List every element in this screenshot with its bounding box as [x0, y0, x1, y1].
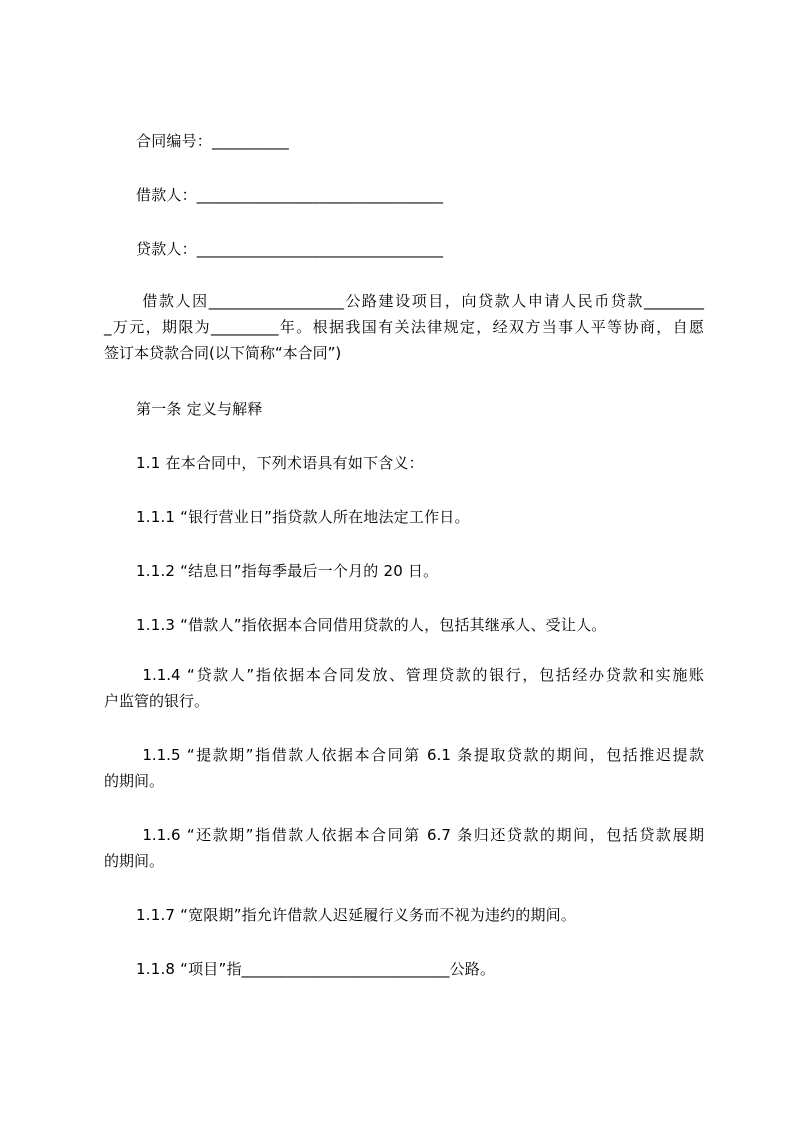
intro-paragraph	[104, 288, 704, 366]
borrower-line: 借款人：________________________________	[136, 186, 444, 204]
clause-1-1-6-line-1: 1.1.6 “还款期”指借款人依据本合同第 6.7 条归还贷款的期间，包括贷款展期	[136, 826, 704, 844]
clause-1-1-4-line-2: 户监管的银行。	[104, 692, 210, 710]
clause-1-1-4-line-1: 1.1.4 “贷款人”指依据本合同发放、管理贷款的银行，包括经办贷款和实施账	[136, 666, 704, 684]
article-title: 第一条 定义与解释	[136, 400, 263, 418]
intro-line-2: _万元，期限为_________年。根据我国有关法律规定，经双方当事人平等协商，自愿	[104, 318, 704, 336]
clause-1-1-5	[104, 742, 704, 794]
clause-1-1-6	[104, 822, 704, 874]
clause-1-1-5-line-1: 1.1.5 “提款期”指借款人依据本合同第 6.1 条提取贷款的期间，包括推迟提款	[136, 746, 704, 764]
intro-line-1: 借款人因__________________公路建设项目，向贷款人申请人民币贷款________	[136, 292, 704, 310]
clause-1-1-4	[104, 662, 704, 714]
clause-1-1-2: 1.1.2 “结息日”指每季最后一个月的 20 日。	[136, 562, 439, 580]
lender-line: 贷款人：________________________________	[136, 240, 444, 258]
clause-1-1-5-line-2: 的期间。	[104, 772, 165, 790]
clause-1-1-6-line-2: 的期间。	[104, 852, 165, 870]
clause-1-1-7: 1.1.7 “宽限期”指允许借款人迟延履行义务而不视为违约的期间。	[136, 906, 577, 924]
clause-1-1-1: 1.1.1 “银行营业日”指贷款人所在地法定工作日。	[136, 508, 470, 526]
clause-1-1-8: 1.1.8 “项目”指___________________________公路。	[136, 960, 496, 978]
clause-1-1-3: 1.1.3 “借款人”指依据本合同借用贷款的人，包括其继承人、受让人。	[136, 616, 607, 634]
clause-1-1: 1.1 在本合同中，下列术语具有如下含义：	[136, 454, 424, 472]
intro-line-3: 签订本贷款合同(以下简称“本合同”)	[104, 344, 342, 362]
contract-number-line: 合同编号：__________	[136, 132, 290, 150]
